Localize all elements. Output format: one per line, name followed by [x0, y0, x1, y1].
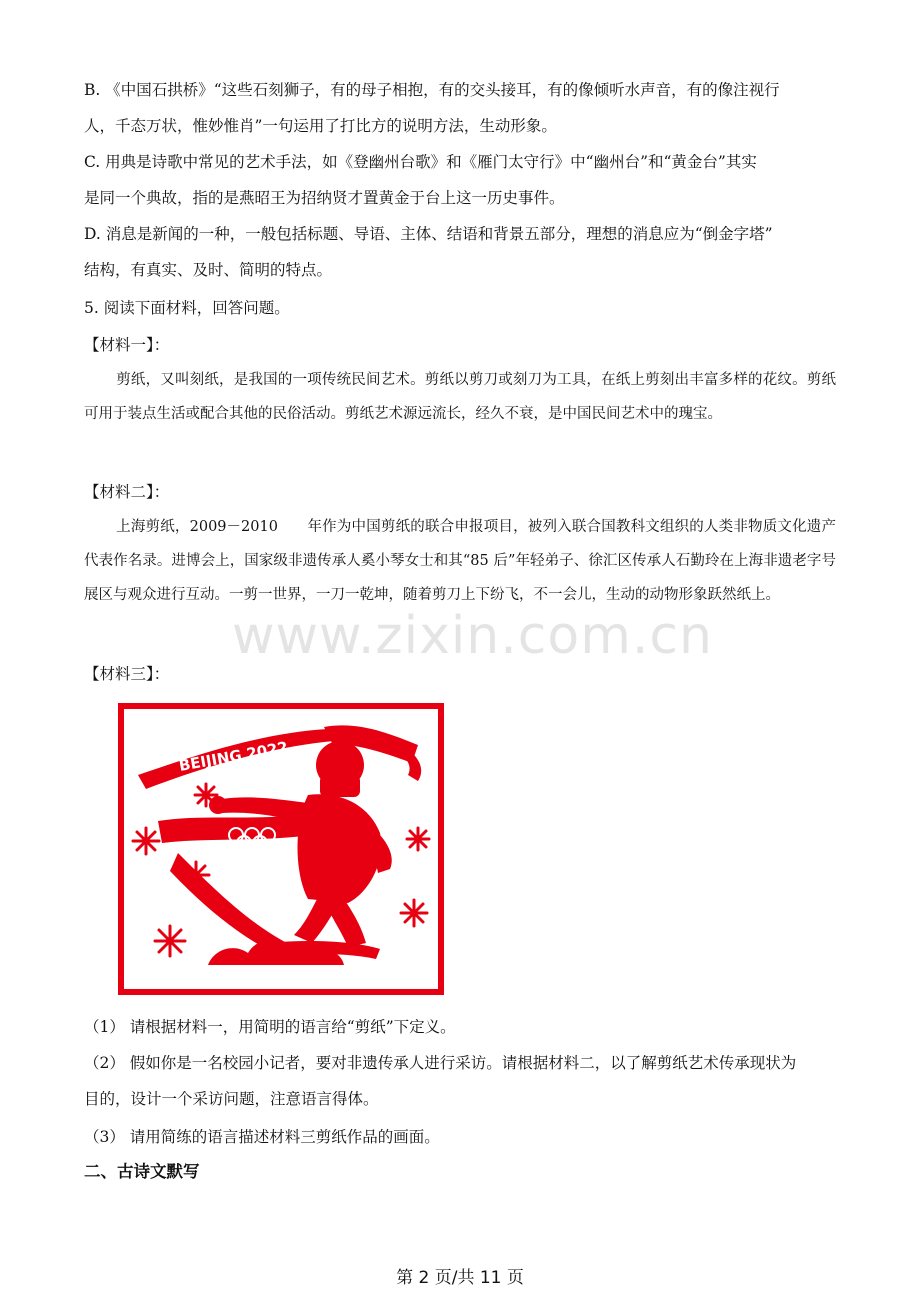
option-d-line1: D. 消息是新闻的一种，一般包括标题、导语、主体、结语和背景五部分，理想的消息应为“倒金字塔” — [84, 225, 773, 243]
papercut-snowboarder-illustration — [118, 703, 444, 995]
watermark: www.zixin.com.cn — [232, 606, 713, 666]
section2-heading: 二、古诗文默写 — [84, 1162, 200, 1181]
question5-stem: 5. 阅读下面材料，回答问题。 — [84, 299, 290, 317]
option-b-line2: 人，千态万状，惟妙惟肖”一句运用了打比方的说明方法，生动形象。 — [84, 117, 557, 135]
option-b-line1: B. 《中国石拱桥》“这些石刻狮子，有的母子相抱，有的交头接耳，有的像倾听水声音，有的像注视行 — [84, 81, 780, 99]
question5-sub2-line2: 目的，设计一个采访问题，注意语言得体。 — [84, 1090, 379, 1108]
material2-label: 【材料二】： — [84, 483, 170, 501]
material2-body: 上海剪纸，2009－2010 年作为中国剪纸的联合申报项目，被列入联合国教科文组织的人类非物质文化遗产代表作名录。进博会上，国家级非遗传承人奚小琴女士和其“85 后”年轻弟子、徐汇区传承人石勤玲在上海非遗老字号展区与观众进行互动。一剪一世界，一刀一乾坤，随着剪刀上下纷飞，不一会儿，生动的动物形象跃然纸上。 — [84, 519, 836, 603]
papercut-image — [118, 703, 444, 995]
papercut-banner-text: BEIJING 2022 — [177, 738, 290, 775]
question5-sub2-line1: （2） 假如你是一名校园小记者，要对非遗传承人进行采访。请根据材料二，以了解剪纸艺术传承现状为 — [84, 1054, 797, 1072]
question5-sub3: （3） 请用简练的语言描述材料三剪纸作品的画面。 — [84, 1128, 440, 1146]
material1-label: 【材料一】： — [84, 336, 170, 354]
material1-body: 剪纸，又叫刻纸，是我国的一项传统民间艺术。剪纸以剪刀或刻刀为工具，在纸上剪刻出丰富多样的花纹。剪纸可用于装点生活或配合其他的民俗活动。剪纸艺术源远流长，经久不衰，是中国民间艺术中的瑰宝。 — [84, 372, 836, 422]
option-c-line2: 是同一个典故，指的是燕昭王为招纳贤才置黄金于台上这一历史事件。 — [84, 189, 565, 207]
page-footer: 第 2 页/共 11 页 — [396, 1268, 524, 1288]
option-d-line2: 结构，有真实、及时、简明的特点。 — [84, 261, 333, 279]
question5-sub1: （1） 请根据材料一，用简明的语言给“剪纸”下定义。 — [84, 1018, 456, 1036]
material1-text — [84, 363, 836, 431]
option-c-line1: C. 用典是诗歌中常见的艺术手法，如《登幽州台歌》和《雁门太守行》中“幽州台”和“黄金台”其实 — [84, 153, 757, 171]
material2-text — [84, 510, 836, 612]
material3-label: 【材料三】： — [84, 665, 170, 683]
